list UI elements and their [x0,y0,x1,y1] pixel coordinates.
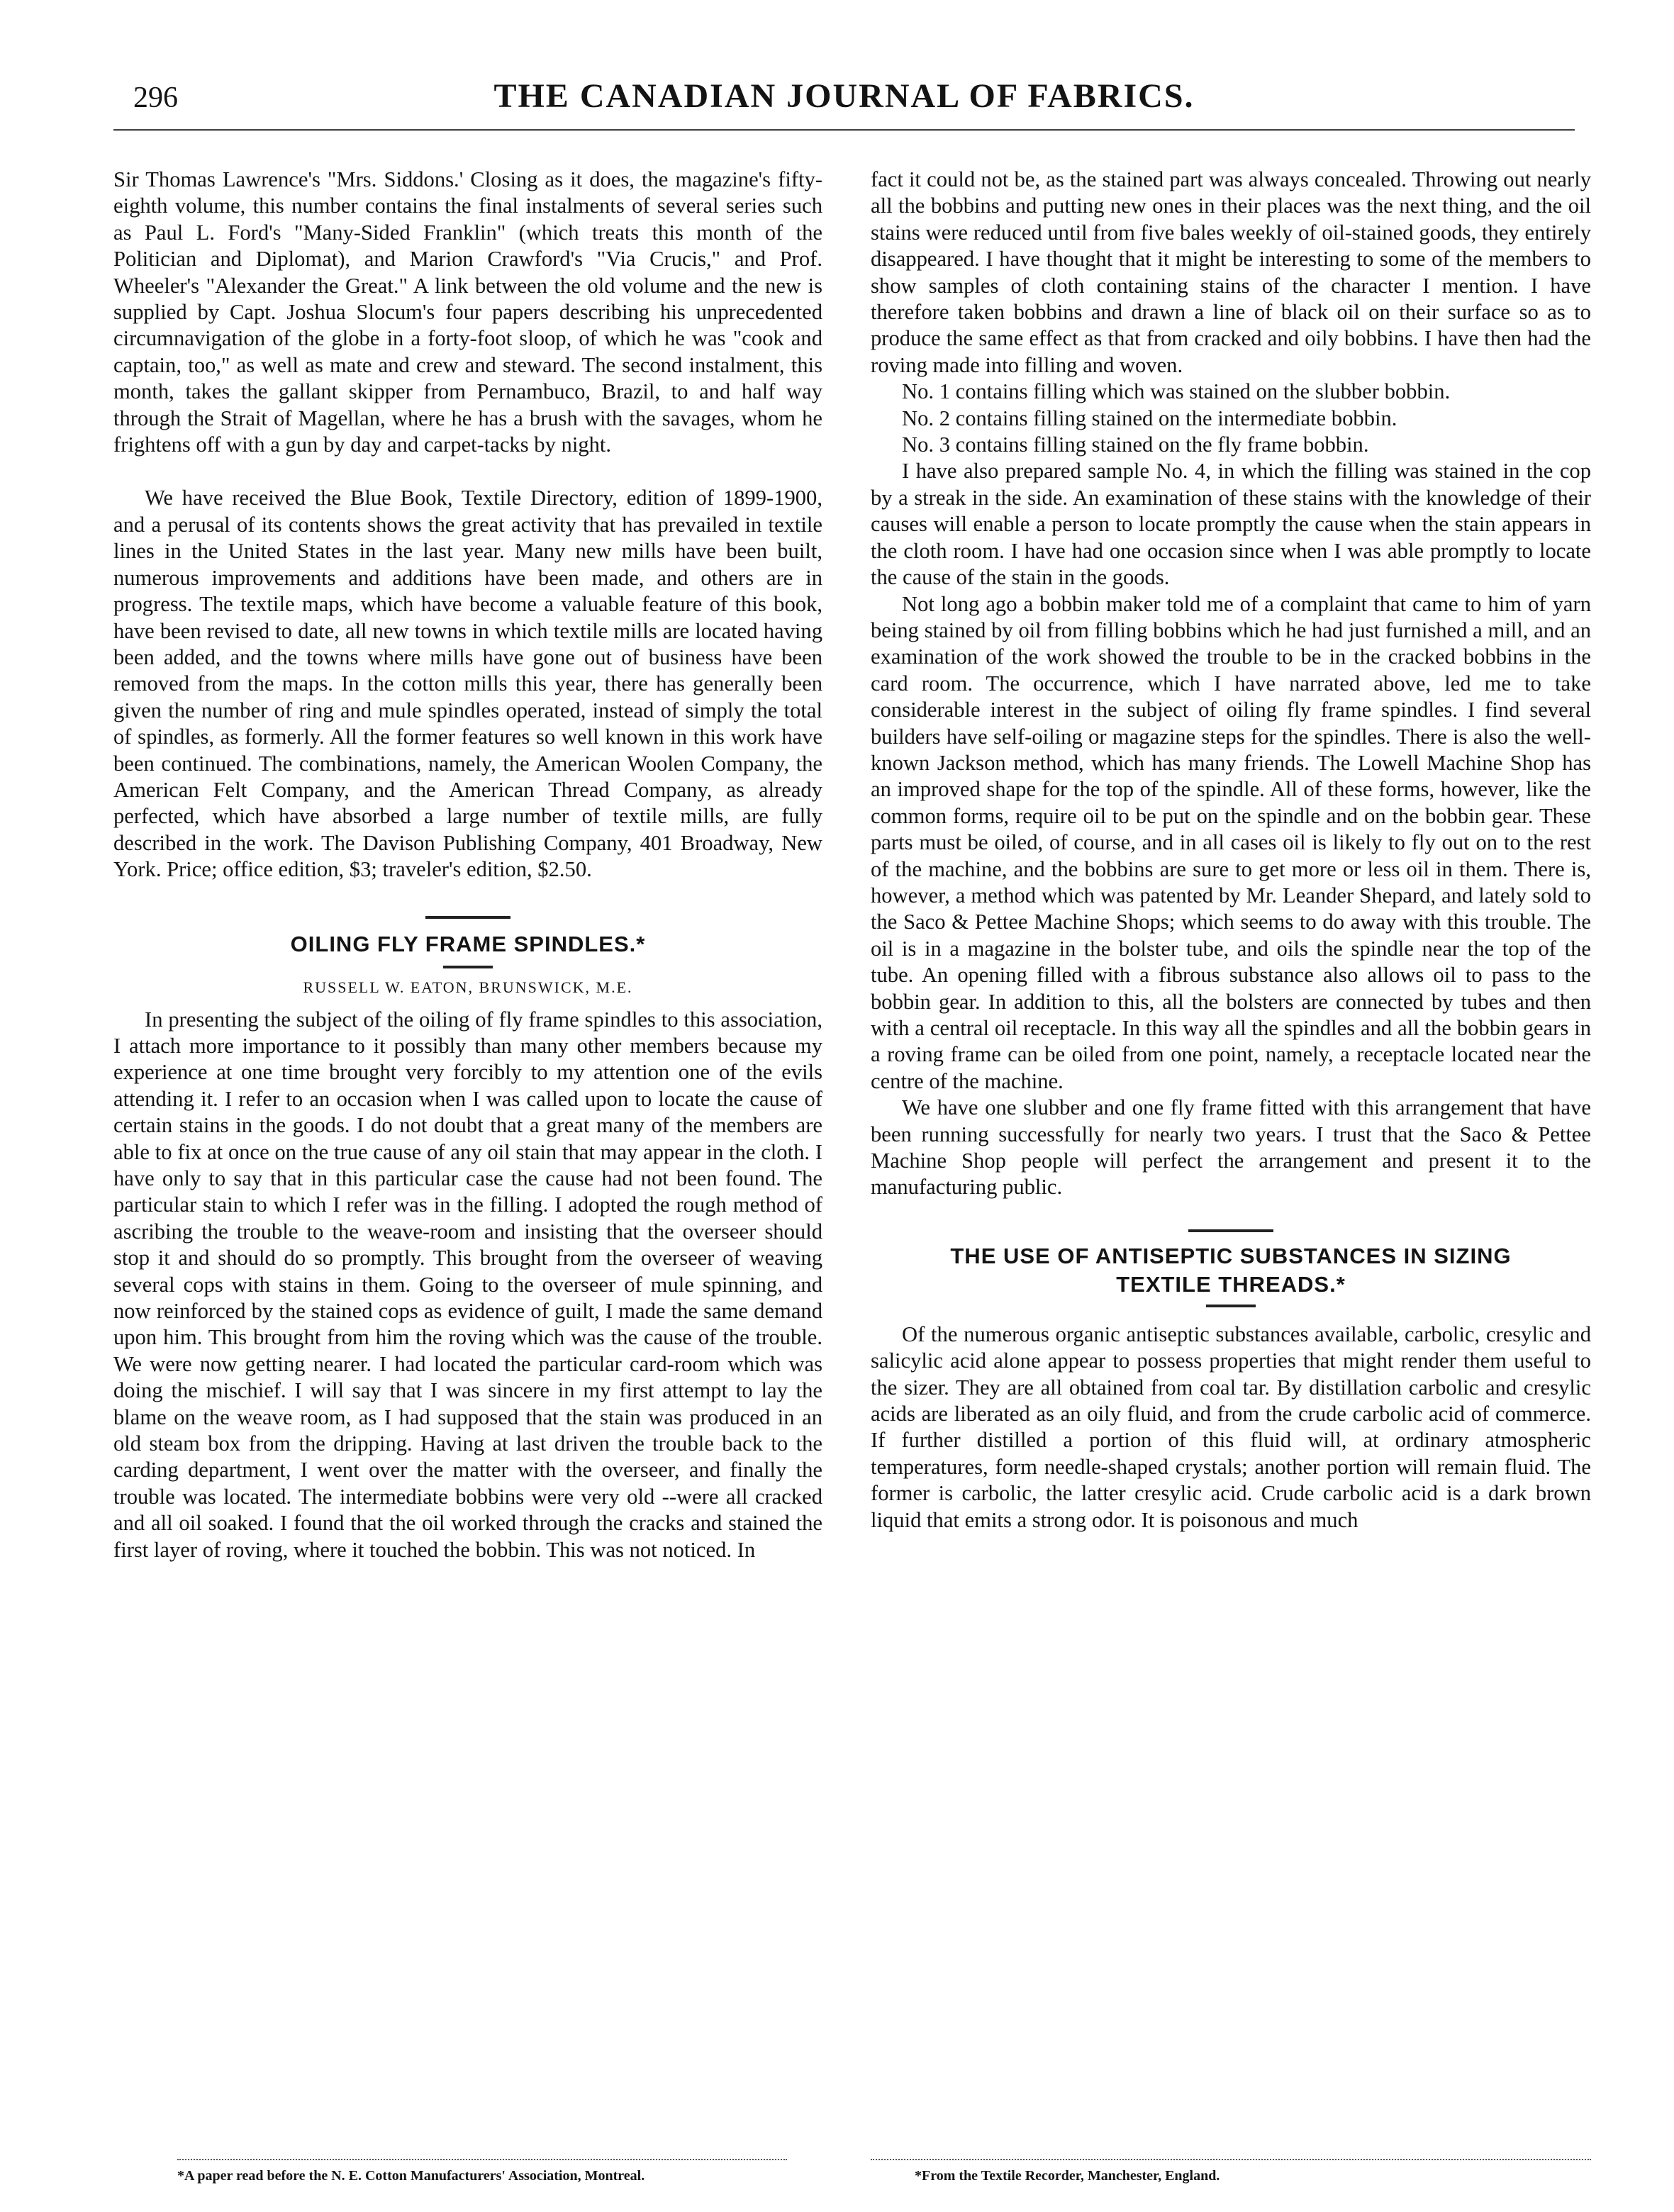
article-title-line: TEXTILE THREADS.* [1116,1271,1346,1297]
article-byline: RUSSELL W. EATON, BRUNSWICK, M.E. [303,978,633,996]
paragraph: fact it could not be, as the stained part was always concealed. Throwing out nearly all the bobbins and putting new ones in their places was the next thing, and the oil stains were reduced until from five bales weekly of oil-stained goods, they entirely disappeared. I have thought that it might be interesting to some of the members to show samples of cloth containing stains of the character I mention. I have therefore taken bobbins and drawn a line of black oil on their surface so as to produce the same effect as that from cracked and oily bobbins. I have then had the roving made into filling and woven. [871,167,1591,377]
footnote: *A paper read before the N. E. Cotton Manufacturers' Association, Montreal. [177,2168,645,2184]
page-header [113,77,1575,126]
header-rule [113,129,1575,131]
page-number: 296 [133,82,178,114]
article-title: OILING FLY FRAME SPINDLES.* [290,931,646,956]
right-column [871,167,1591,1534]
article-title-line: THE USE OF ANTISEPTIC SUBSTANCES IN SIZING [950,1243,1512,1268]
paragraph: In presenting the subject of the oiling of fly frame spindles to this association, I attach more importance to it possibly than many other members because my experience at one time brought very forcibly to my attention one of the evils attending it. I refer to an occasion when I was called upon to locate the cause of certain stains in the goods. I do not doubt that a great many of the members are able to fix at once on the true cause of any oil stain that may appear in the cloth. I have only to say that in this particular case the cause had not been found. The particular stain to which I refer was in the filling. I adopted the rough method of ascribing the trouble to the weave-room and insisting that the overseer should stop it and should do so promptly. This brought from the overseer of weaving several cops with stains in them. Going to the overseer of mule spinning, and now reinforced by the stained cops as evidence of guilt, I made the same demand upon him. This brought from him the roving which was the cause of the trouble. We were now getting nearer. I had located the particular card-room which was doing the mischief. I will say that I was sincere in my first attempt to lay the blame on the weave room, as I had supposed that the stain was produced in an old steam box from the dripping. Having at last driven the trouble back to the carding department, I went over the matter with the overseer, and finally the trouble was located. The intermediate bobbins were very old --were all cracked and all oil soaked. I found that the oil worked through the cracks and stained the first layer of roving, where it touched the bobbin. This was not noticed. In [113,1007,822,1562]
paragraph: Sir Thomas Lawrence's "Mrs. Siddons.' Closing as it does, the magazine's fifty-eighth volume, this number contains the final instalments of several series such as Paul L. Ford's "Many-Sided Franklin" (which treats this month of the Politician and Diplomat), and Marion Crawford's "Via Crucis," and Prof. Wheeler's "Alexander the Great." A link between the old volume and the new is supplied by Capt. Joshua Slocum's four papers describing his unprecedented circumnavigation of the globe in a forty-foot sloop, of which he was "cook and captain, too," as well as mate and crew and steward. The second instalment, this month, takes the gallant skipper from Pernambuco, Brazil, to and half way through the Strait of Magellan, where he has a brush with the savages, whom he frightens off with a gun by day and carpet-tacks by night. [113,167,822,457]
left-column [113,167,822,1563]
paragraph: Not long ago a bobbin maker told me of a complaint that came to him of yarn being stained by oil from filling bobbins which he had just furnished a mill, and an examination of the work showed the trouble to be in the cracked bobbins in the card room. The occurrence, which I have narrated above, led me to take considerable interest in the subject of oiling fly frame spindles. I find several builders have self-oiling or magazine steps for the spindles. There is also the well-known Jackson method, which has many friends. The Lowell Machine Shop has an improved shape for the top of the spindle. All of these forms, however, like the common forms, require oil to be put on the spindle and on the bobbin gear. These parts must be oiled, of course, and in all cases oil is likely to fly out on to the rest of the machine, and the bobbins are sure to get more or less oil in them. There is, however, a method which was patented by Mr. Leander Shepard, and lately sold to the Saco & Pettee Machine Shops; which seems to do away with this trouble. The oil is in a magazine in the bolster tube, and oils the spindle near the top of the tube. An opening filled with a fibrous substance also allows oil to pass to the bobbin gear. In addition to this, all the bolsters are connected by tubes and then with a central oil receptacle. In this way all the spindles and all the bobbin gears in a roving frame can be oiled from one point, namely, a receptacle located near the centre of the machine. [871,591,1591,1093]
footnote-rule [871,2159,1591,2160]
footnote: *From the Textile Recorder, Manchester, England. [915,2168,1220,2184]
paragraph: We have received the Blue Book, Textile Directory, edition of 1899-1900, and a perusal of its contents shows the great activity that has prevailed in textile lines in the United States in the last year. Many new mills have been built, numerous improvements and additions have been made, and others are in progress. The textile maps, which have become a valuable feature of this book, have been revised to date, all new towns in which textile mills are located having been added, and the towns where mills have gone out of business have been removed from the maps. In the cotton mills this year, there has generally been given the number of ring and mule spindles operated, instead of simply the total of spindles, as formerly. All the former features so well known in this work have been continued. The combinations, namely, the American Woolen Company, the American Felt Company, and the American Thread Company, as already perfected, which have absorbed a large number of textile mills, are fully described in the work. The Davison Publishing Company, 401 Broadway, New York. Price; office edition, $3; traveler's edition, $2.50. [113,486,822,882]
paragraph: Of the numerous organic antiseptic substances available, carbolic, cresylic and salicylic acid alone appear to possess properties that might render them useful to the sizer. They are all obtained from coal tar. By distillation carbolic and cresylic acids are liberated as an oily fluid, and from the crude carbolic acid of commerce. If further distilled a portion of this fluid will, at ordinary atmospheric temperatures, form needle-shaped crystals; another portion will remain fluid. The former is carbolic, the latter cresylic acid. Crude carbolic acid is a dark brown liquid that emits a strong odor. It is poisonous and much [871,1322,1591,1532]
paragraph: I have also prepared sample No. 4, in which the filling was stained in the cop by a streak in the side. An examination of these stains with the knowledge of their causes will enable a person to locate promptly the cause when the stain appears in the cloth room. I have had one occasion since when I was able promptly to locate the cause of the stain in the goods. [871,459,1591,590]
paragraph: No. 2 contains filling stained on the intermediate bobbin. [902,406,1397,430]
journal-title: THE CANADIAN JOURNAL OF FABRICS. [493,77,1195,115]
paragraph: No. 1 contains filling which was stained on the slubber bobbin. [902,379,1451,404]
paragraph: No. 3 contains filling stained on the fly frame bobbin. [902,432,1369,457]
footnote-rule [177,2159,787,2160]
paragraph: We have one slubber and one fly frame fitted with this arrangement that have been running successfully for nearly two years. I trust that the Saco & Pettee Machine Shop people will perfect the arrangement and present it to the manufacturing public. [871,1095,1591,1200]
